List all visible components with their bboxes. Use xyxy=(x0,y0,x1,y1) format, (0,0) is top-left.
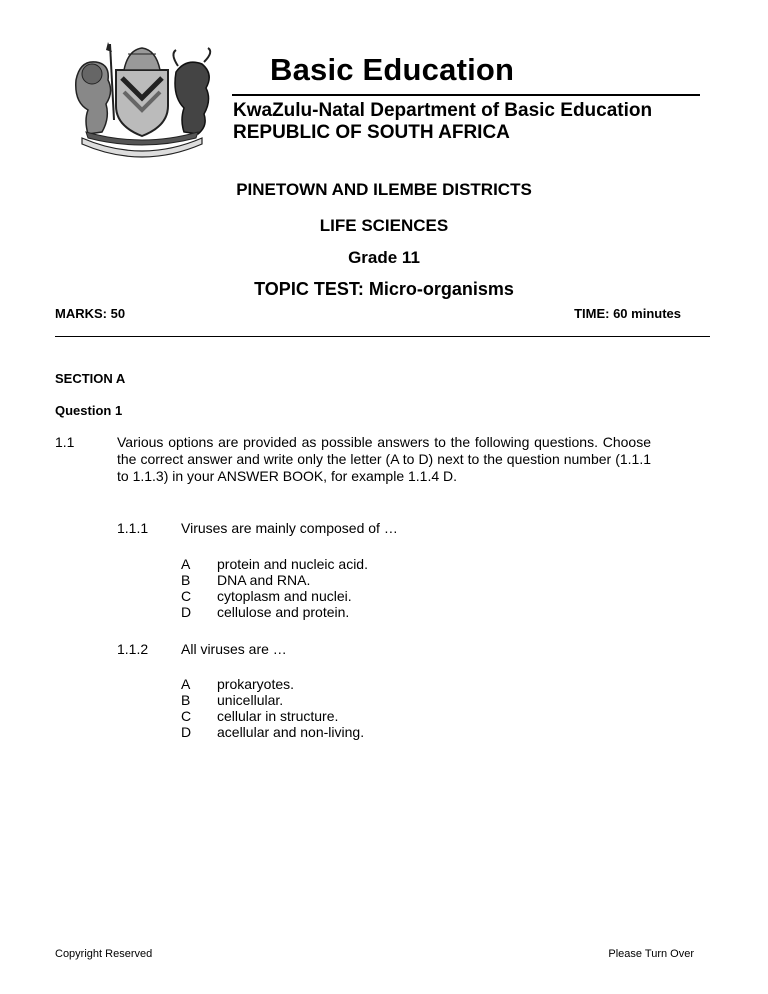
option-letter: A xyxy=(181,676,191,692)
footer-turn-over: Please Turn Over xyxy=(608,948,694,960)
option-text: DNA and RNA. xyxy=(217,572,311,588)
option-letter: C xyxy=(181,708,192,724)
country-name: REPUBLIC OF SOUTH AFRICA xyxy=(233,122,510,143)
option-letter: B xyxy=(181,572,191,588)
header-divider xyxy=(232,94,700,96)
option-letter: D xyxy=(181,604,192,620)
option-text: cellular in structure. xyxy=(217,708,339,724)
brand-title: Basic Education xyxy=(270,52,515,87)
marks-label: MARKS: 50 xyxy=(55,306,126,321)
question-number: 1.1 xyxy=(55,434,75,450)
option-letter: C xyxy=(181,588,192,604)
option-text: cellulose and protein. xyxy=(217,604,350,620)
question-label: Question 1 xyxy=(55,403,123,418)
option-letter: D xyxy=(181,724,192,740)
option-text: protein and nucleic acid. xyxy=(217,556,368,572)
grade-heading: Grade 11 xyxy=(348,248,420,267)
footer-copyright: Copyright Reserved xyxy=(55,948,153,960)
subject-heading: LIFE SCIENCES xyxy=(319,216,449,235)
item-stem: All viruses are … xyxy=(181,641,287,657)
item-number: 1.1.1 xyxy=(117,520,149,536)
section-title: SECTION A xyxy=(55,371,126,386)
time-label: TIME: 60 minutes xyxy=(574,306,681,321)
option-text: cytoplasm and nuclei. xyxy=(217,588,352,604)
department-name: KwaZulu-Natal Department of Basic Education xyxy=(233,100,653,121)
item-stem: Viruses are mainly composed of … xyxy=(181,520,398,536)
option-letter: A xyxy=(181,556,191,572)
section-divider xyxy=(55,336,710,337)
option-text: prokaryotes. xyxy=(217,676,295,692)
option-text: acellular and non-living. xyxy=(217,724,365,740)
topic-heading: TOPIC TEST: Micro-organisms xyxy=(254,279,514,299)
option-text: unicellular. xyxy=(217,692,284,708)
districts-heading: PINETOWN AND ILEMBE DISTRICTS xyxy=(236,180,532,199)
question-instructions: Various options are provided as possible answers to the following questions. Choose the correct answer and write only the letter (A to D) next to the question number (1.1.1 to 1.1.3) in your ANSWER BOOK, for example 1.1.4 D. xyxy=(117,434,651,484)
option-letter: B xyxy=(181,692,191,708)
item-number: 1.1.2 xyxy=(117,641,149,657)
coat-of-arms-icon xyxy=(66,40,218,158)
